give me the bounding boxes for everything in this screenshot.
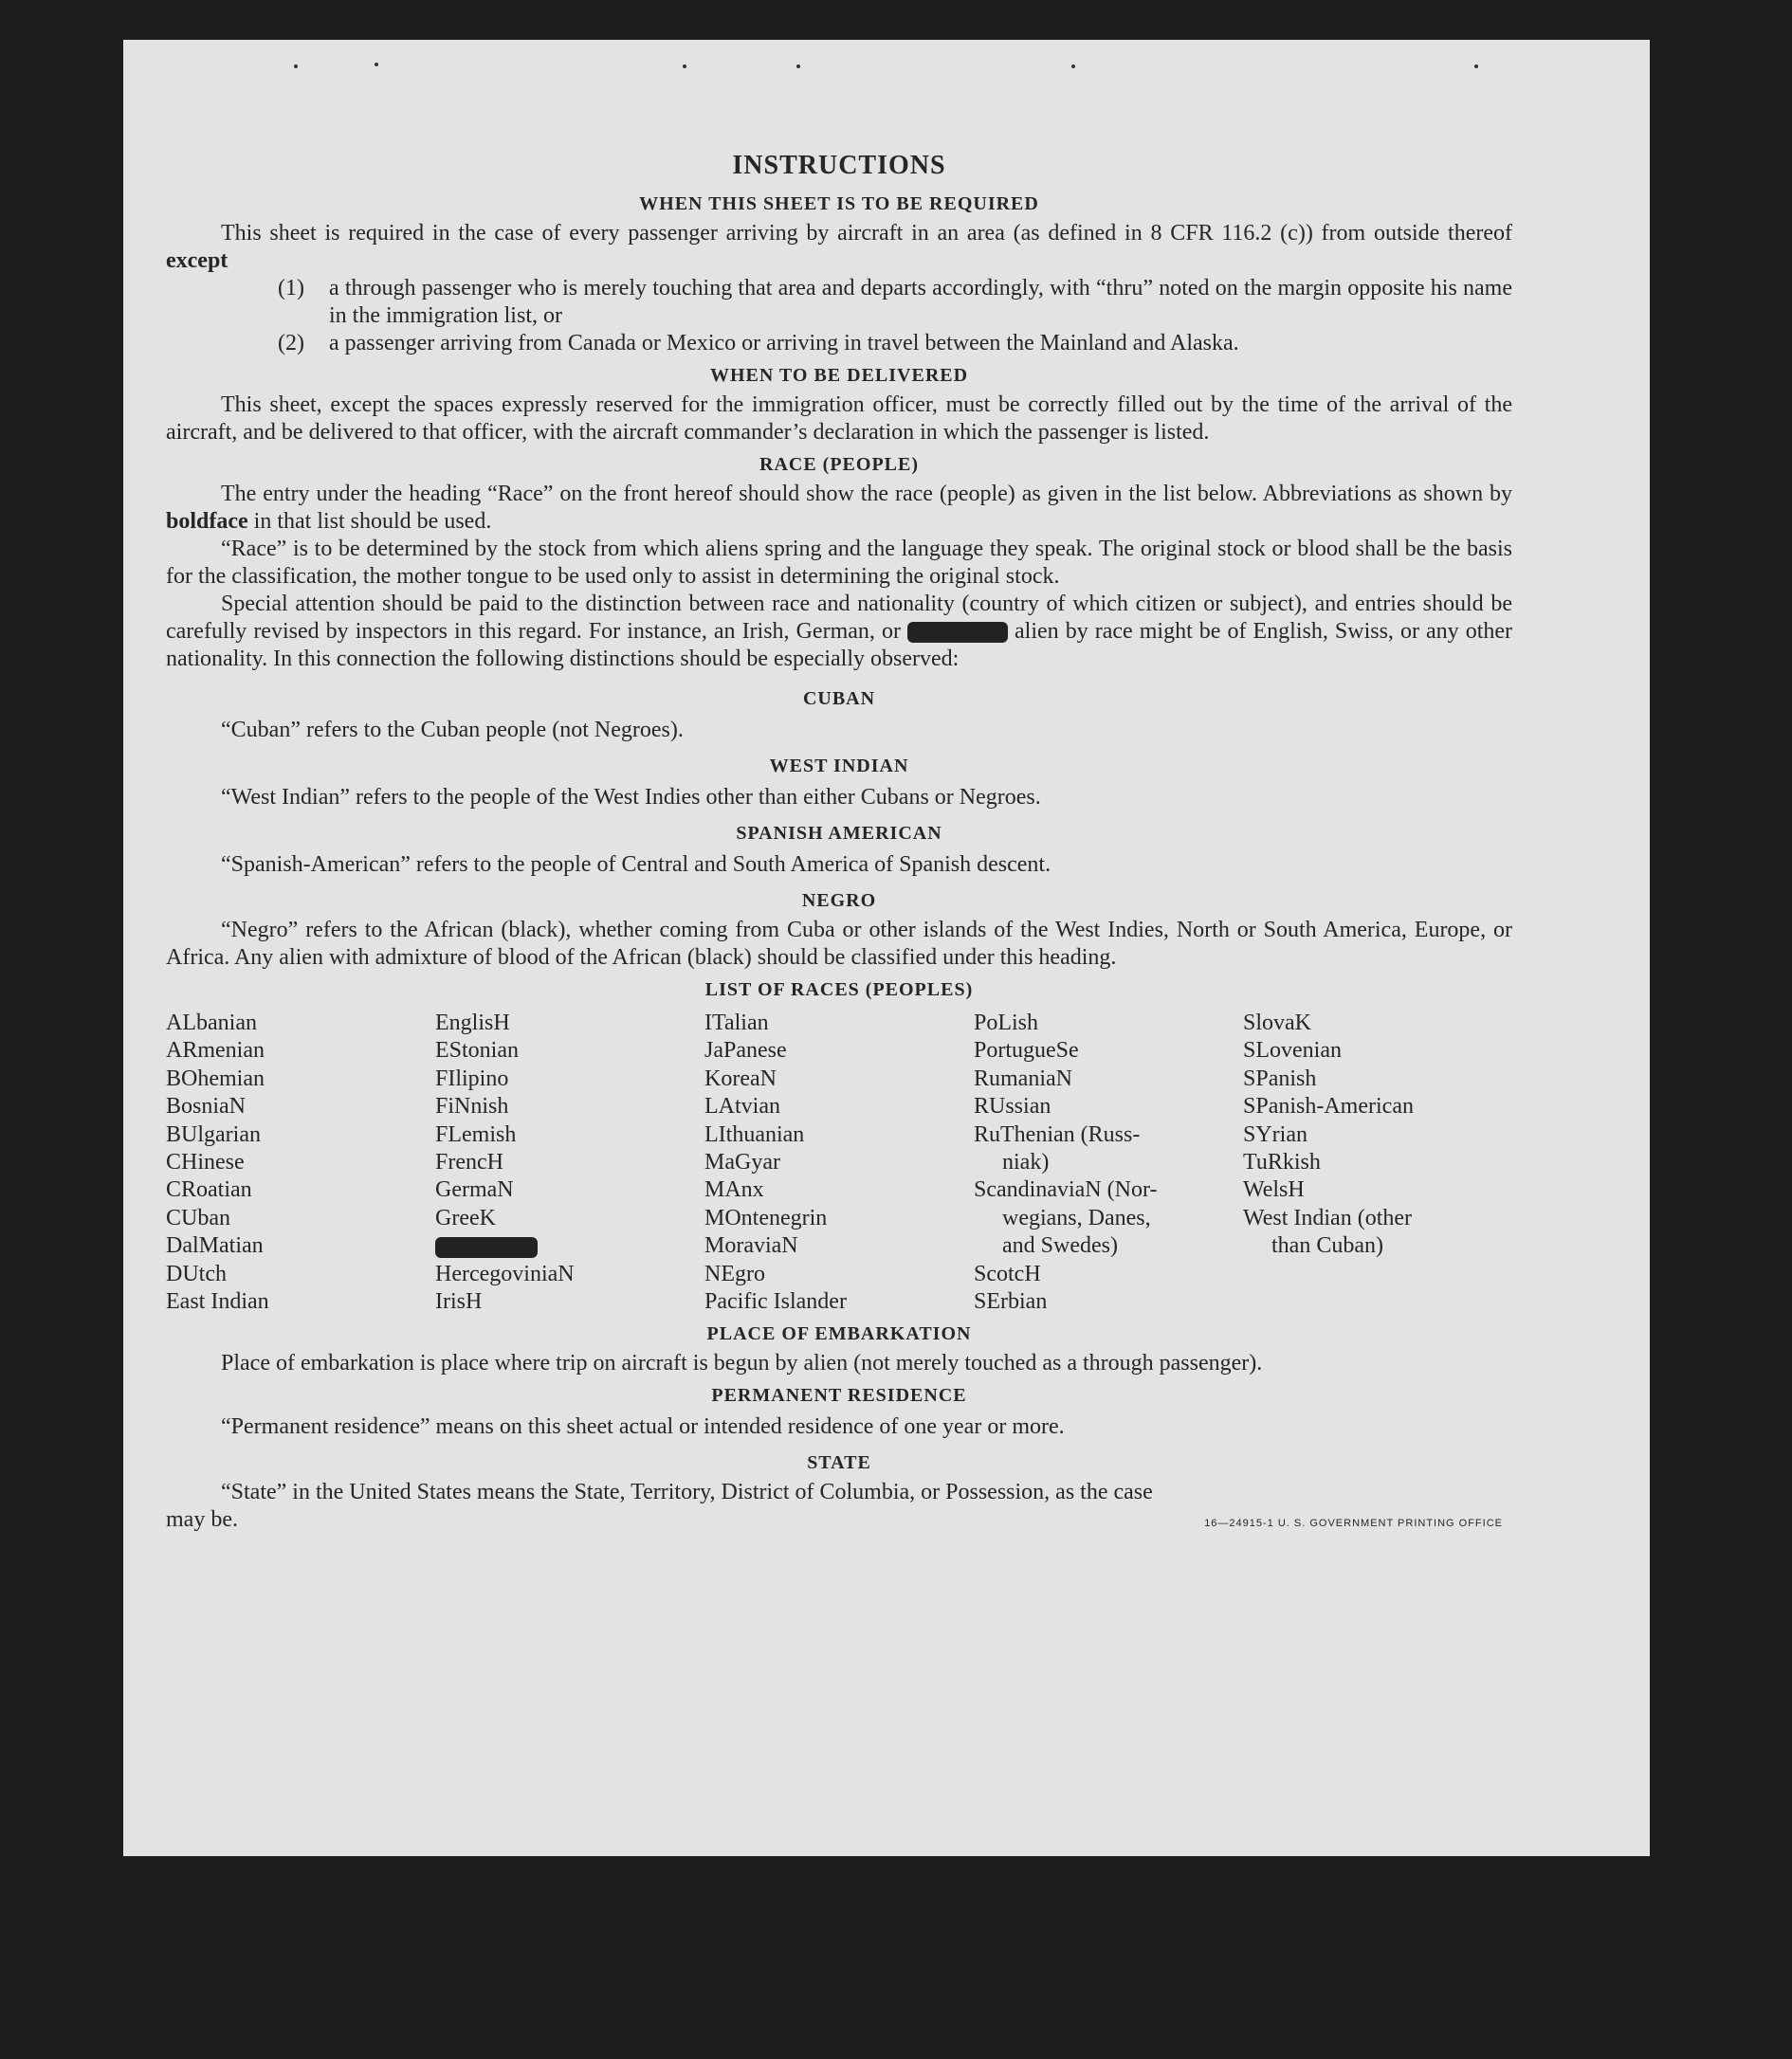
- race-entry: FIlipino: [435, 1066, 509, 1091]
- section-heading-negro: NEGRO: [801, 890, 877, 911]
- race-entry: EStonian: [435, 1038, 519, 1064]
- race-entry: FLemish: [435, 1121, 517, 1147]
- race-entry: PortugueSe: [974, 1038, 1079, 1064]
- section-heading-delivered: WHEN TO BE DELIVERED: [709, 365, 969, 386]
- spanish-american-text: “Spanish-American” refers to the people of Central and South America of Spanish descent.: [221, 852, 1051, 877]
- race-p1-boldface: boldface: [166, 509, 248, 534]
- scan-speck: [796, 64, 800, 68]
- cuban-text: “Cuban” refers to the Cuban people (not Negroes).: [221, 718, 684, 742]
- west-indian-text: “West Indian” refers to the people of the West Indies other than either Cubans or Negroes.: [221, 785, 1041, 810]
- race-entry: KoreaN: [704, 1066, 777, 1091]
- state-text-end: may be.: [166, 1507, 238, 1533]
- section-heading-races: LIST OF RACES (PEOPLES): [704, 979, 974, 1000]
- required-intro: [166, 220, 1512, 275]
- race-entry: West Indian (other: [1243, 1205, 1413, 1230]
- exception-text: a passenger arriving from Canada or Mexico or arriving in travel between the Mainland and Alaska.: [329, 331, 1239, 355]
- required-intro-except: except: [166, 248, 229, 273]
- race-entry: ALbanian: [166, 1011, 257, 1035]
- redaction-mark: [435, 1237, 538, 1258]
- race-p3-end: alien by race might be of English, Swiss, or any other nationality. In this connection the following distinctions should be especially observed:: [166, 619, 1513, 671]
- race-entry: NEgro: [704, 1261, 765, 1286]
- race-entry: LAtvian: [704, 1094, 780, 1120]
- section-heading-required: WHEN THIS SHEET IS TO BE REQUIRED: [639, 193, 1039, 214]
- race-paragraph-3: [166, 591, 1512, 673]
- instruction-sheet: [123, 40, 1650, 1856]
- race-entry: ARmenian: [166, 1038, 265, 1064]
- exception-item-2: [278, 330, 1512, 357]
- exception-text: a through passenger who is merely touching that area and departs accordingly, with “thru” noted on the margin opposite his name in the immigration list, or: [329, 276, 1512, 328]
- race-entry: BUlgarian: [166, 1121, 261, 1147]
- negro-text: “Negro” refers to the African (black), whether coming from Cuba or other islands of the West Indies, North or South America, Europe, or Africa. Any alien with admixture of blood of the African (black) should be classified under this heading.: [166, 918, 1512, 970]
- print-code: 16—24915-1 U. S. GOVERNMENT PRINTING OFFICE: [1204, 1518, 1503, 1530]
- race-list: [166, 1010, 1512, 1316]
- sheet-footer: [166, 1506, 1512, 1538]
- scan-speck: [1474, 64, 1478, 68]
- race-entry: East Indian: [166, 1289, 269, 1315]
- race-entry-continued: than Cuban): [1271, 1233, 1383, 1259]
- scan-speck: [1071, 64, 1075, 68]
- race-entry: CRoatian: [166, 1177, 252, 1203]
- race-p1-end: in that list should be used.: [247, 509, 492, 534]
- section-heading-state: STATE: [807, 1452, 871, 1474]
- race-entry: DUtch: [166, 1261, 227, 1286]
- race-column-5: [1243, 1010, 1512, 1316]
- race-entry: SYrian: [1243, 1121, 1307, 1147]
- race-entry: CHinese: [166, 1150, 245, 1175]
- race-entry: MaGyar: [704, 1150, 780, 1175]
- race-entry: JaPanese: [704, 1038, 787, 1064]
- race-entry: LIthuanian: [704, 1121, 805, 1147]
- delivered-text: This sheet, except the spaces expressly reserved for the immigration officer, must be correctly filled out by the time of the arrival of the aircraft, and be delivered to that officer, with the aircraft commander’s declaration in which the passenger is listed.: [166, 392, 1512, 445]
- race-entry: GreeK: [435, 1205, 496, 1230]
- required-intro-text: This sheet is required in the case of every passenger arriving by aircraft in an area (as defined in 8 CFR 116.2 (c)) from outside thereof: [221, 221, 1512, 246]
- race-entry: IrisH: [435, 1289, 483, 1315]
- exception-number: (2): [278, 331, 304, 355]
- race-entry: SPanish: [1243, 1066, 1317, 1091]
- race-entry: BosniaN: [166, 1094, 246, 1120]
- race-paragraph-1: [166, 481, 1512, 536]
- race-entry: SLovenian: [1243, 1038, 1342, 1064]
- section-heading-west-indian: WEST INDIAN: [769, 756, 909, 776]
- race-entry: CUban: [166, 1205, 230, 1230]
- residence-text: “Permanent residence” means on this sheet actual or intended residence of one year or more.: [221, 1414, 1065, 1440]
- race-entry: FiNnish: [435, 1094, 509, 1120]
- race-entry: RumaniaN: [974, 1066, 1072, 1091]
- race-paragraph-2: “Race” is to be determined by the stock from which aliens spring and the language they speak. The original stock or blood shall be the basis for the classification, the mother tongue to be used only to assist in determining the original stock.: [166, 537, 1512, 589]
- race-entry: HercegoviniaN: [435, 1261, 575, 1286]
- race-column-2: [435, 1010, 704, 1316]
- section-heading-residence: PERMANENT RESIDENCE: [711, 1385, 967, 1407]
- race-entry-continued: wegians, Danes,: [1002, 1205, 1151, 1230]
- race-entry: SPanish-American: [1243, 1094, 1414, 1120]
- race-entry: SlovaK: [1243, 1011, 1311, 1035]
- scan-speck: [294, 64, 298, 68]
- race-entry-continued: niak): [1002, 1150, 1050, 1175]
- race-entry-redacted: [435, 1232, 704, 1260]
- race-entry: TuRkish: [1243, 1150, 1321, 1175]
- race-entry: ScotcH: [974, 1261, 1041, 1286]
- exception-item-1: [278, 275, 1512, 330]
- scan-speck: [683, 64, 686, 68]
- race-entry: SErbian: [974, 1289, 1048, 1315]
- race-entry: PoLish: [974, 1011, 1039, 1035]
- race-p1-text: The entry under the heading “Race” on the front hereof should show the race (people) as given in the list below. Abbreviations as shown by: [221, 482, 1512, 506]
- embarkation-text: Place of embarkation is place where trip on aircraft is begun by alien (not merely touched as a through passenger).: [221, 1351, 1263, 1376]
- race-entry-continued: and Swedes): [1002, 1233, 1118, 1259]
- race-column-4: [974, 1010, 1243, 1316]
- race-entry: MoraviaN: [704, 1233, 798, 1259]
- section-heading-spanish-american: SPANISH AMERICAN: [736, 823, 942, 844]
- section-heading-race: RACE (PEOPLE): [759, 454, 919, 475]
- race-entry: DalMatian: [166, 1233, 264, 1259]
- race-entry: MOntenegrin: [704, 1205, 828, 1230]
- race-entry: MAnx: [704, 1177, 764, 1203]
- race-entry: ScandinaviaN (Nor-: [974, 1177, 1158, 1203]
- redaction-mark: [907, 622, 1008, 643]
- race-entry: Pacific Islander: [704, 1289, 847, 1315]
- race-entry: ITalian: [704, 1011, 769, 1035]
- scan-speck: [375, 63, 378, 66]
- section-heading-embarkation: PLACE OF EMBARKATION: [706, 1323, 972, 1345]
- section-heading-cuban: CUBAN: [802, 688, 876, 709]
- race-entry: FrencH: [435, 1150, 503, 1175]
- page-title: INSTRUCTIONS: [732, 151, 946, 180]
- race-entry: WelsH: [1243, 1177, 1305, 1203]
- race-column-3: [704, 1010, 974, 1316]
- race-entry: GermaN: [435, 1177, 514, 1203]
- race-entry: RUssian: [974, 1094, 1051, 1120]
- exception-number: (1): [278, 276, 304, 301]
- race-entry: BOhemian: [166, 1066, 265, 1091]
- race-entry: RuThenian (Russ-: [974, 1121, 1141, 1147]
- race-entry: EnglisH: [435, 1011, 510, 1035]
- race-p3-text: Special attention should be paid to the distinction between race and nationality (country of which citizen or subject), and entries should be carefully revised by inspectors in this regard. For instance, an Irish, German, or: [166, 592, 1512, 644]
- state-text: “State” in the United States means the State, Territory, District of Columbia, or Possession, as the case: [221, 1480, 1153, 1505]
- race-column-1: [166, 1010, 435, 1316]
